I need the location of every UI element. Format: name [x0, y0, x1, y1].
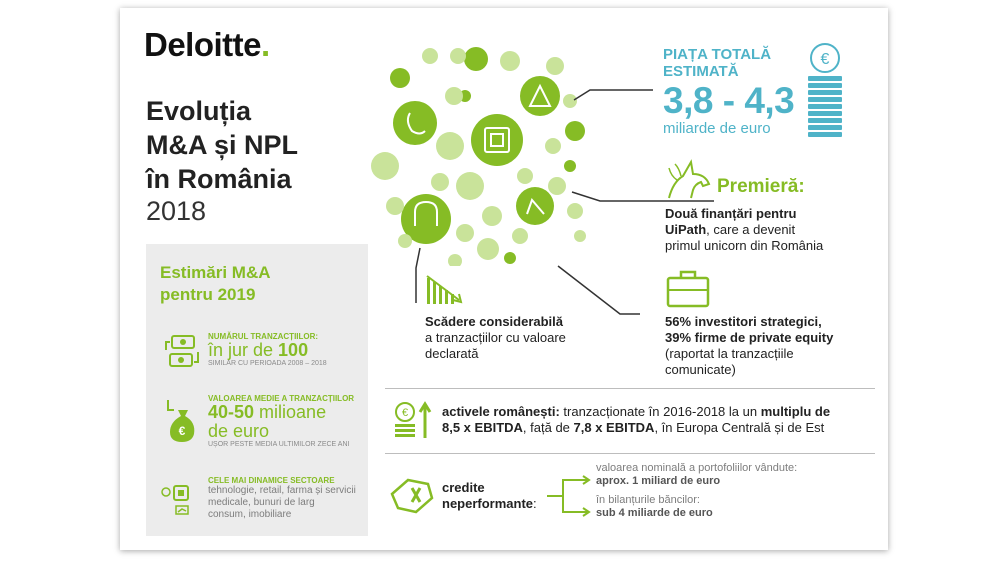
briefcase-icon	[665, 268, 711, 308]
euro-coin-stack-icon	[804, 42, 846, 142]
svg-text:€: €	[820, 51, 830, 68]
premiere-text: Două finanțări pentru UiPath, care a devenit primul unicorn din România	[665, 206, 824, 253]
assets-text: activele românești: tranzacționate în 2016-2018 la un multiplu de 8,5 x EBITDA, față de 7,8 x EBITDA, în Europa Centrală și de Est	[442, 404, 831, 435]
investors-text: 56% investitori strategici, 39% firme de private equity (raportat la tranzacțiile comunicate)	[665, 314, 834, 377]
money-exchange-icon	[160, 332, 204, 372]
money-bag-icon	[160, 396, 204, 444]
premiere-title: Premieră:	[717, 176, 805, 197]
sectors-icon	[160, 478, 204, 518]
estimates-heading: Estimări M&A pentru 2019	[160, 263, 271, 304]
deloitte-logo: Deloitte.	[144, 26, 270, 63]
svg-text:€: €	[401, 407, 409, 419]
divider	[385, 453, 875, 454]
decline-text: Scădere considerabilă a tranzacțiilor cu valoare declarată	[425, 314, 566, 361]
svg-text:€: €	[178, 424, 186, 438]
estimates-panel	[146, 244, 368, 536]
market-title: PIAȚA TOTALĂ ESTIMATĂ	[663, 46, 772, 80]
divider	[385, 388, 875, 389]
infographic-card	[120, 8, 888, 550]
sectors-block: CELE MAI DINAMICE SECTOARE tehnologie, retail, farma și servicii medicale, bunuri de larg consum, imobiliare	[208, 476, 356, 520]
branch-arrows	[545, 470, 595, 518]
average-value-block: VALOAREA MEDIE A TRANZACȚIILOR 40-50 milioane de euro UȘOR PESTE MEDIA ULTIMILOR ZECE ANI	[208, 394, 355, 448]
transactions-block: NUMĂRUL TRANZACȚIILOR: în jur de 100 SIMILAR CU PERIOADA 2008 – 2018	[208, 332, 327, 367]
page-title: Evoluția M&A și NPL în România	[146, 96, 299, 194]
npl-details: valoarea nominală a portofoliilor vândute: aprox. 1 miliard de euro în bilanțurile băncilor: sub 4 miliarde de euro	[596, 462, 798, 519]
sector-icons-cloud	[370, 36, 605, 266]
market-value: 3,8 - 4,3	[663, 80, 795, 121]
market-unit: miliarde de euro	[663, 120, 771, 137]
unicorn-icon	[665, 158, 713, 200]
euro-growth-icon	[393, 400, 433, 440]
title-year: 2018	[146, 196, 207, 226]
bad-credit-icon	[388, 474, 440, 516]
npl-label: credite neperformante:	[442, 480, 537, 511]
declining-bars-icon	[425, 274, 467, 308]
